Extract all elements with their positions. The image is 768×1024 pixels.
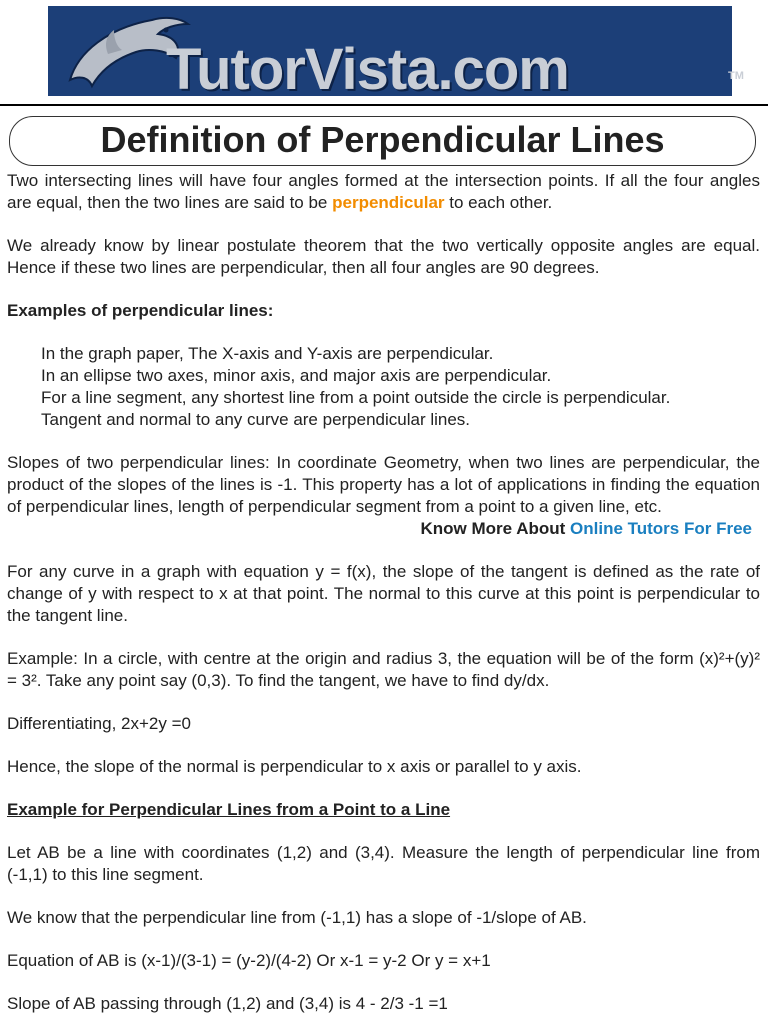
intro-text-end: to each other.	[444, 193, 553, 212]
article-body	[7, 170, 760, 1015]
brand-logo-text: TutorVista.com	[166, 37, 569, 102]
equation-ab-paragraph: Equation of AB is (x-1)/(3-1) = (y-2)/(4-2) Or x-1 = y-2 Or y = x+1	[7, 951, 491, 970]
promo-prefix: Know More About	[420, 519, 571, 538]
postulate-paragraph: We already know by linear postulate theorem that the two vertically opposite angles are equal. Hence if these two lines are perpendicular, then all four angles are 90 degrees.	[7, 236, 760, 277]
site-banner[interactable]	[48, 6, 744, 102]
trademark-mark: TM	[728, 70, 744, 82]
curve-paragraph: For any curve in a graph with equation y = f(x), the slope of the tangent is defined as the rate of change of y with respect to x at that point. The normal to this curve at this point is perpendicular to the tangent line.	[7, 562, 760, 625]
ab-paragraph: Let AB be a line with coordinates (1,2) and (3,4). Measure the length of perpendicular line from (-1,1) to this line segment.	[7, 843, 760, 884]
online-tutors-link[interactable]: Online Tutors For Free	[570, 519, 752, 538]
examples-heading: Examples of perpendicular lines:	[7, 301, 274, 320]
promo-line	[7, 518, 760, 540]
examples-list	[7, 343, 760, 431]
header-divider	[0, 104, 768, 106]
intro-paragraph	[7, 170, 760, 214]
intro-text: Two intersecting lines will have four angles formed at the intersection points. If all the four angles are equal, then the two lines are said to be	[7, 171, 760, 212]
list-item: Tangent and normal to any curve are perpendicular lines.	[41, 410, 471, 429]
section-heading: Example for Perpendicular Lines from a Point to a Line	[7, 800, 451, 819]
page-title: Definition of Perpendicular Lines	[100, 119, 665, 160]
list-item: For a line segment, any shortest line from a point outside the circle is perpendicular.	[41, 388, 671, 407]
slopes-paragraph: Slopes of two perpendicular lines: In coordinate Geometry, when two lines are perpendicular, the product of the slopes of the lines is -1. This property has a lot of applications in finding the equation of perpendicular lines, length of perpendicular segment from a point to a given line, etc.	[7, 453, 760, 516]
list-item: In an ellipse two axes, minor axis, and major axis are perpendicular.	[41, 366, 552, 385]
list-item: In the graph paper, The X-axis and Y-axis are perpendicular.	[41, 344, 494, 363]
normal-paragraph: Hence, the slope of the normal is perpendicular to x axis or parallel to y axis.	[7, 757, 582, 776]
perpendicular-link[interactable]: perpendicular	[332, 193, 445, 212]
circle-paragraph: Example: In a circle, with centre at the origin and radius 3, the equation will be of the form (x)²+(y)² = 3². Take any point say (0,3). To find the tangent, we have to find dy/dx.	[7, 649, 760, 690]
differentiating-paragraph: Differentiating, 2x+2y =0	[7, 714, 191, 733]
slope-pass-paragraph: Slope of AB passing through (1,2) and (3,4) is 4 - 2/3 -1 =1	[7, 994, 448, 1013]
slope-ab-paragraph: We know that the perpendicular line from (-1,1) has a slope of -1/slope of AB.	[7, 908, 587, 927]
